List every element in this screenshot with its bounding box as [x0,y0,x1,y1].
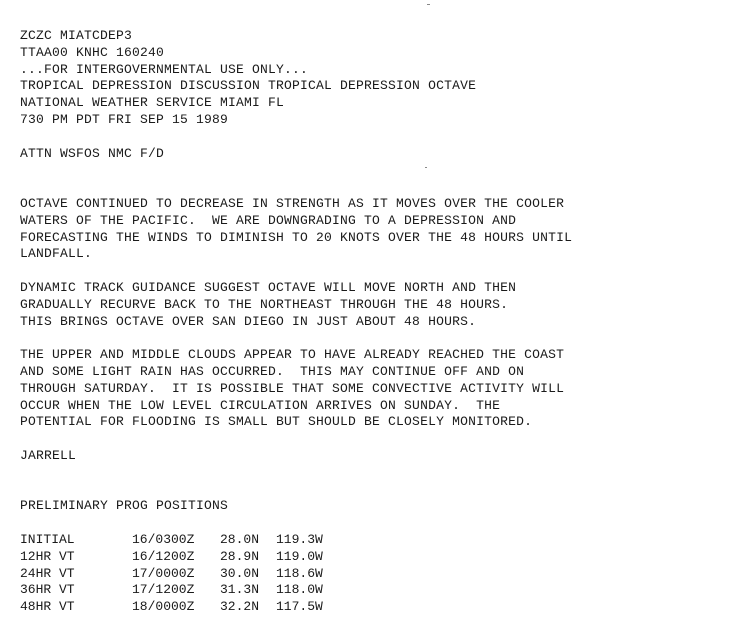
prog-label: INITIAL [20,531,75,547]
paragraph-3 [20,347,735,431]
spacer [20,263,735,280]
header-line: ZCZC MIATCDEP3 [20,28,133,43]
prog-row [20,599,735,616]
paragraph-line: POTENTIAL FOR FLOODING IS SMALL BUT SHOULD BE CLOSELY MONITORED. [20,414,533,430]
scan-speck [425,167,427,168]
prog-label: 36HR VT [20,582,75,598]
paragraph-2 [20,280,735,330]
prog-lat: 28.0N [220,531,260,547]
prog-row [20,582,735,599]
prog-lat: 28.9N [220,548,260,564]
prog-lat: 32.2N [220,599,260,615]
signature: JARRELL [20,447,77,463]
paragraph-1 [20,196,735,263]
prog-time: 17/0000Z [132,565,195,581]
prog-lon: 118.0W [276,582,323,598]
paragraph-line: OCTAVE CONTINUED TO DECREASE IN STRENGTH AS IT MOVES OVER THE COOLER [20,195,565,211]
paragraph-line: WATERS OF THE PACIFIC. WE ARE DOWNGRADING TO A DEPRESSION AND [20,212,517,228]
bulletin-document [20,28,735,616]
prog-lon: 119.3W [276,531,323,547]
prog-row [20,549,735,566]
spacer [20,162,735,196]
paragraph-line: AND SOME LIGHT RAIN HAS OCCURRED. THIS MAY CONTINUE OFF AND ON [20,363,525,379]
paragraph-line: LANDFALL. [20,246,93,262]
prog-lon: 118.6W [276,565,323,581]
paragraph-line: OCCUR WHEN THE LOW LEVEL CIRCULATION ARRIVES ON SUNDAY. THE [20,397,501,413]
prog-time: 18/0000Z [132,599,195,615]
prog-lat: 30.0N [220,565,260,581]
spacer [20,330,735,347]
paragraph-line: FORECASTING THE WINDS TO DIMINISH TO 20 KNOTS OVER THE 48 HOURS UNTIL [20,229,573,245]
prog-label: 12HR VT [20,548,75,564]
paragraph-line: THROUGH SATURDAY. IT IS POSSIBLE THAT SOME CONVECTIVE ACTIVITY WILL [20,380,565,396]
header-line: 730 PM PDT FRI SEP 15 1989 [20,111,229,127]
prog-time: 16/1200Z [132,548,195,564]
prog-time: 17/1200Z [132,582,195,598]
paragraph-line: THE UPPER AND MIDDLE CLOUDS APPEAR TO HAVE ALREADY REACHED THE COAST [20,347,565,363]
paragraph-line: THIS BRINGS OCTAVE OVER SAN DIEGO IN JUST ABOUT 48 HOURS. [20,313,477,329]
header-line: ...FOR INTERGOVERNMENTAL USE ONLY... [20,61,309,77]
spacer [20,431,735,448]
prog-label: 24HR VT [20,565,75,581]
header-line: TROPICAL DEPRESSION DISCUSSION TROPICAL DEPRESSION OCTAVE [20,78,477,94]
spacer [20,515,735,532]
paragraph-line: DYNAMIC TRACK GUIDANCE SUGGEST OCTAVE WILL MOVE NORTH AND THEN [20,279,517,295]
spacer [20,465,735,499]
header-line: TTAA00 KNHC 160240 [20,44,165,60]
prog-lon: 117.5W [276,599,323,615]
prog-time: 16/0300Z [132,531,195,547]
prog-label: 48HR VT [20,599,75,615]
bulletin-header [20,28,735,129]
spacer [20,129,735,146]
prog-table [20,532,735,616]
prog-row [20,566,735,583]
header-line: NATIONAL WEATHER SERVICE MIAMI FL [20,95,285,111]
prog-row [20,532,735,549]
attn-line: ATTN WSFOS NMC F/D [20,145,165,161]
prog-lat: 31.3N [220,582,260,598]
scan-speck [427,4,430,5]
prog-lon: 119.0W [276,548,323,564]
paragraph-line: GRADUALLY RECURVE BACK TO THE NORTHEAST THROUGH THE 48 HOURS. [20,296,509,312]
prog-title: PRELIMINARY PROG POSITIONS [20,498,229,514]
